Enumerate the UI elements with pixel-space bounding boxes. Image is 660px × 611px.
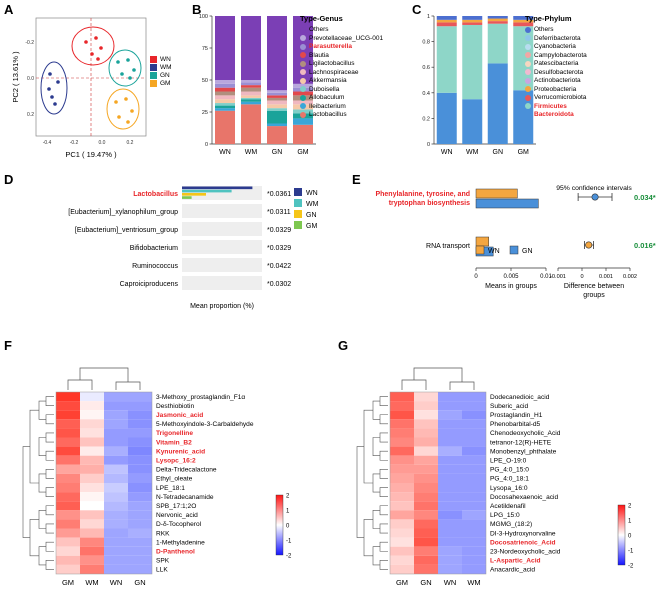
svg-text:GM: GM xyxy=(306,223,318,230)
heatmap-row-label: Acetildenafil xyxy=(490,503,526,510)
legend-item xyxy=(300,43,383,50)
legend-swatch xyxy=(300,44,306,50)
legend-item xyxy=(525,60,587,67)
heatmap-row-label: LPE_18:1 xyxy=(156,484,185,492)
svg-text:0.2: 0.2 xyxy=(27,112,34,118)
svg-text:-2: -2 xyxy=(628,563,634,570)
legend-label: Actinobacteriota xyxy=(534,77,581,84)
legend-swatch xyxy=(525,27,531,33)
legend-item xyxy=(525,43,587,50)
legend-item xyxy=(300,60,383,67)
svg-text:75: 75 xyxy=(201,46,208,52)
svg-text:WM: WM xyxy=(467,578,481,587)
svg-text:0.034*: 0.034* xyxy=(634,193,656,202)
svg-text:WN: WN xyxy=(488,248,500,255)
svg-text:*0.0422: *0.0422 xyxy=(267,263,292,270)
svg-text:WN: WN xyxy=(109,578,123,587)
svg-text:0.016*: 0.016* xyxy=(634,241,656,250)
legend-item xyxy=(525,26,587,33)
svg-text:GM: GM xyxy=(517,149,529,156)
svg-text:WM: WM xyxy=(244,149,258,156)
legend-swatch xyxy=(525,52,531,58)
legend-label: WN xyxy=(160,56,171,63)
svg-text:WM: WM xyxy=(306,201,319,208)
panel-c-legend-title: Type-Phylum xyxy=(525,14,572,23)
legend-label: Ligilactobacillus xyxy=(309,60,355,67)
panel-a-legend xyxy=(150,56,172,87)
legend-swatch xyxy=(525,103,531,109)
heatmap-row-label: Dodecanedioic_acid xyxy=(490,393,550,401)
heatmap-row-label: Anacardic_acid xyxy=(490,566,536,574)
legend-label: Others xyxy=(534,26,554,33)
panel-letter-d: D xyxy=(4,172,14,187)
legend-item xyxy=(525,94,587,101)
panel-d-row-label: Caproiciproducens xyxy=(119,281,178,288)
heatmap-row-label: Phenobarbital-d5 xyxy=(490,421,541,429)
legend-item xyxy=(300,86,383,93)
svg-text:GN: GN xyxy=(134,578,146,587)
heatmap-row-label: Monobenzyl_phthalate xyxy=(490,448,557,456)
legend-item xyxy=(525,77,587,84)
legend-label: GN xyxy=(160,72,170,79)
panel-e-stamp-plot xyxy=(352,180,657,330)
svg-text:Difference between: Difference between xyxy=(563,283,625,290)
svg-text:0.6: 0.6 xyxy=(422,65,430,72)
heatmap-row-label: tetranor-12(R)-HETE xyxy=(490,439,552,447)
legend-item xyxy=(525,52,587,59)
svg-text:-2: -2 xyxy=(286,553,292,560)
legend-label: Verrucomicrobiota xyxy=(534,94,587,101)
svg-text:1: 1 xyxy=(426,14,430,20)
legend-swatch xyxy=(300,78,306,84)
heatmap-row-label: Chenodeoxycholic_Acid xyxy=(490,430,561,438)
svg-text:WN: WN xyxy=(219,149,231,156)
svg-text:*0.0329: *0.0329 xyxy=(267,227,292,234)
legend-swatch xyxy=(300,103,306,109)
legend-swatch xyxy=(300,61,306,67)
heatmap-row-label: LPE_O-19:0 xyxy=(490,457,527,465)
heatmap-row-label: MGMG_(18:2) xyxy=(490,521,533,529)
heatmap-row-label: DI-3-Hydroxynorvaline xyxy=(490,530,556,538)
svg-text:0.002: 0.002 xyxy=(623,274,637,280)
panel-letter-e: E xyxy=(352,172,361,187)
svg-text:GN: GN xyxy=(492,149,503,156)
svg-text:0: 0 xyxy=(580,274,584,280)
svg-text:0.0: 0.0 xyxy=(27,76,34,82)
heatmap-row-label: Vitamin_B2 xyxy=(156,439,192,447)
svg-text:-0.2: -0.2 xyxy=(69,140,79,146)
legend-label: Bacteroidota xyxy=(534,111,574,118)
svg-text:0.005: 0.005 xyxy=(503,274,519,280)
legend-item xyxy=(300,52,383,59)
legend-label: Prevotellaceae_UCG-001 xyxy=(309,34,384,42)
panel-a-ylabel: PC2 ( 13.61% ) xyxy=(11,51,20,103)
svg-text:*0.0361: *0.0361 xyxy=(267,191,292,198)
svg-text:Means in groups: Means in groups xyxy=(485,283,537,290)
panel-a-pca-plot xyxy=(6,12,181,172)
heatmap-row-label: Trigonelline xyxy=(156,430,194,438)
heatmap-row-label: Desthiobiotin xyxy=(156,402,195,410)
heatmap-row-label: Jasmonic_acid xyxy=(156,412,204,419)
panel-c-stacked-bar xyxy=(412,10,542,170)
legend-item xyxy=(525,69,587,76)
legend-label: Firmicutes xyxy=(534,102,567,110)
panel-a-xlabel: PC1 ( 19.47% ) xyxy=(65,150,117,159)
panel-d-row-label: [Eubacterium]_ventriosum_group xyxy=(74,227,178,234)
legend-swatch xyxy=(150,72,157,79)
legend-swatch xyxy=(300,52,306,58)
legend-swatch xyxy=(525,112,531,118)
legend-swatch xyxy=(150,64,157,71)
panel-b-legend-title: Type-Genus xyxy=(300,14,343,23)
svg-text:GM: GM xyxy=(297,149,309,156)
panel-d-row-label: Bifidobacterium xyxy=(129,245,178,252)
legend-label: GM xyxy=(160,80,171,87)
heatmap-row-label: LPG_15:0 xyxy=(490,512,520,520)
svg-text:2: 2 xyxy=(286,493,290,500)
svg-text:0.01: 0.01 xyxy=(540,274,552,280)
legend-label: Lactobacillus xyxy=(309,111,347,118)
legend-swatch xyxy=(300,69,306,75)
heatmap-row-label: PG_4:0_18:1 xyxy=(490,475,529,483)
legend-item xyxy=(525,111,587,118)
legend-item xyxy=(300,94,383,101)
svg-text:0.001: 0.001 xyxy=(599,274,613,280)
panel-letter-g: G xyxy=(338,338,349,353)
svg-text:-0.001: -0.001 xyxy=(550,274,566,280)
legend-label: WM xyxy=(160,64,172,71)
legend-swatch xyxy=(300,27,306,33)
heatmap-row-label: L-Aspartic_Acid xyxy=(490,557,541,565)
svg-text:2: 2 xyxy=(628,503,632,510)
svg-text:-0.4: -0.4 xyxy=(42,140,52,146)
heatmap-row-label: Docosatrienoic_Acid xyxy=(490,539,556,547)
svg-text:WN: WN xyxy=(443,578,457,587)
legend-label: Desulfobacterota xyxy=(534,68,584,76)
svg-text:WN: WN xyxy=(440,149,453,156)
svg-text:-0.2: -0.2 xyxy=(25,40,34,46)
legend-label: Parasutterella xyxy=(309,43,352,50)
panel-letter-b: B xyxy=(192,2,202,17)
svg-text:*0.0302: *0.0302 xyxy=(267,281,292,288)
legend-swatch xyxy=(300,86,306,92)
legend-item xyxy=(300,69,383,76)
legend-item xyxy=(300,77,383,84)
heatmap-row-label: D-δ-Tocopherol xyxy=(156,521,202,529)
heatmap-row-label: Kynurenic_acid xyxy=(156,448,206,456)
legend-label: Others xyxy=(309,26,329,33)
legend-label: Ileibacterium xyxy=(309,102,346,110)
heatmap-row-label: 3-Methoxy_prostaglandin_F1α xyxy=(156,393,246,401)
svg-text:*0.0329: *0.0329 xyxy=(267,245,292,252)
heatmap-row-label: Suberic_acid xyxy=(490,402,529,410)
svg-text:WN: WN xyxy=(306,190,318,197)
svg-text:0: 0 xyxy=(426,142,430,148)
legend-label: Patescibacteria xyxy=(534,60,579,67)
legend-label: Proteobacteria xyxy=(534,85,577,93)
svg-text:0.8: 0.8 xyxy=(422,39,430,46)
svg-text:0: 0 xyxy=(628,533,632,540)
legend-item xyxy=(300,35,383,42)
panel-letter-f: F xyxy=(4,338,12,353)
heatmap-row-label: RKK xyxy=(156,530,170,538)
legend-label: Campylobacterota xyxy=(534,51,587,59)
heatmap-row-label: LLK xyxy=(156,566,168,574)
heatmap-row-label: 1-Methyladenine xyxy=(156,539,205,547)
heatmap-row-label: Nervonic_acid xyxy=(156,512,198,520)
legend-label: Blautia xyxy=(309,51,329,59)
heatmap-row-label: PG_4:0_15:0 xyxy=(490,466,529,474)
svg-text:1: 1 xyxy=(286,508,290,515)
legend-label: Lachnospiraceae xyxy=(309,68,359,76)
svg-text:100: 100 xyxy=(198,14,208,20)
legend-swatch xyxy=(150,56,157,63)
svg-text:1: 1 xyxy=(628,518,632,525)
svg-text:tryptophan biosynthesis: tryptophan biosynthesis xyxy=(388,200,470,207)
panel-c-legend xyxy=(525,14,587,120)
svg-text:GM: GM xyxy=(395,578,409,587)
heatmap-row-label: D-Panthenol xyxy=(156,548,195,556)
svg-text:0.2: 0.2 xyxy=(422,116,430,123)
legend-item xyxy=(525,35,587,42)
legend-swatch xyxy=(525,78,531,84)
svg-text:Mean proportion (%): Mean proportion (%) xyxy=(190,303,254,310)
panel-letter-c: C xyxy=(412,2,422,17)
svg-text:95% confidence intervals: 95% confidence intervals xyxy=(556,185,632,192)
legend-swatch xyxy=(150,80,157,87)
svg-text:WM: WM xyxy=(85,578,99,587)
heatmap-row-label: Lysopc_16:2 xyxy=(156,457,196,465)
svg-text:50: 50 xyxy=(201,78,208,84)
legend-swatch xyxy=(525,95,531,101)
legend-swatch xyxy=(300,95,306,101)
heatmap-row-label: SPB_17:1;2O xyxy=(156,503,197,510)
heatmap-row-label: Ethyl_oleate xyxy=(156,475,193,483)
heatmap-row-label: Prostaglandin_H1 xyxy=(490,412,543,419)
legend-swatch xyxy=(525,69,531,75)
panel-d-row-label: Lactobacillus xyxy=(133,191,178,198)
svg-text:GN: GN xyxy=(420,578,432,587)
svg-text:25: 25 xyxy=(201,110,208,116)
svg-text:WM: WM xyxy=(466,149,479,156)
svg-text:0.4: 0.4 xyxy=(422,90,430,97)
legend-label: Deferribacterota xyxy=(534,34,581,42)
legend-swatch xyxy=(525,35,531,41)
heatmap-row-label: Lysopa_16:0 xyxy=(490,484,528,492)
legend-item xyxy=(300,111,383,118)
svg-text:*0.0311: *0.0311 xyxy=(267,209,291,216)
panel-d-row-label: [Eubacterium]_xylanophilum_group xyxy=(68,209,178,216)
legend-label: Duboisella xyxy=(309,85,340,93)
heatmap-row-label: Docosahexaenoic_acid xyxy=(490,493,559,501)
legend-swatch xyxy=(525,61,531,67)
legend-swatch xyxy=(525,86,531,92)
legend-label: Cyanobacteria xyxy=(534,43,576,50)
svg-text:0.2: 0.2 xyxy=(126,140,134,146)
panel-f-heatmap xyxy=(6,350,336,605)
panel-g-heatmap xyxy=(340,350,660,605)
legend-label: Akkermansia xyxy=(309,77,347,84)
svg-text:0.0: 0.0 xyxy=(98,140,106,146)
heatmap-row-label: N-Tetradecanamide xyxy=(156,493,214,501)
svg-text:GN: GN xyxy=(522,248,533,255)
svg-text:RNA transport: RNA transport xyxy=(426,243,470,250)
svg-text:GN: GN xyxy=(306,212,317,219)
legend-label: Allobaculum xyxy=(309,94,345,101)
panel-letter-a: A xyxy=(4,2,14,17)
svg-text:-1: -1 xyxy=(286,538,292,545)
legend-item xyxy=(300,26,383,33)
legend-item xyxy=(300,103,383,110)
svg-text:0: 0 xyxy=(286,523,290,530)
heatmap-row-label: SPK xyxy=(156,557,170,565)
heatmap-row-label: 5-Methoxyindole-3-Carbaldehyde xyxy=(156,421,254,429)
legend-swatch xyxy=(300,35,306,41)
svg-text:0: 0 xyxy=(474,274,478,280)
legend-item xyxy=(525,86,587,93)
legend-item xyxy=(525,103,587,110)
heatmap-row-label: 23-Nordeoxycholic_acid xyxy=(490,548,561,556)
svg-text:0: 0 xyxy=(204,142,208,148)
svg-text:-1: -1 xyxy=(628,548,634,555)
legend-swatch xyxy=(300,112,306,118)
panel-d-extended-error-bar xyxy=(6,180,336,330)
svg-text:GN: GN xyxy=(271,149,283,156)
panel-d-row-label: Ruminococcus xyxy=(132,263,178,270)
svg-text:groups: groups xyxy=(583,292,605,299)
svg-text:GM: GM xyxy=(61,578,75,587)
svg-text:Phenylalanine, tyrosine, and: Phenylalanine, tyrosine, and xyxy=(375,191,470,198)
panel-b-legend xyxy=(300,14,383,120)
legend-swatch xyxy=(525,44,531,50)
heatmap-row-label: Delta-Tridecalactone xyxy=(156,466,217,474)
